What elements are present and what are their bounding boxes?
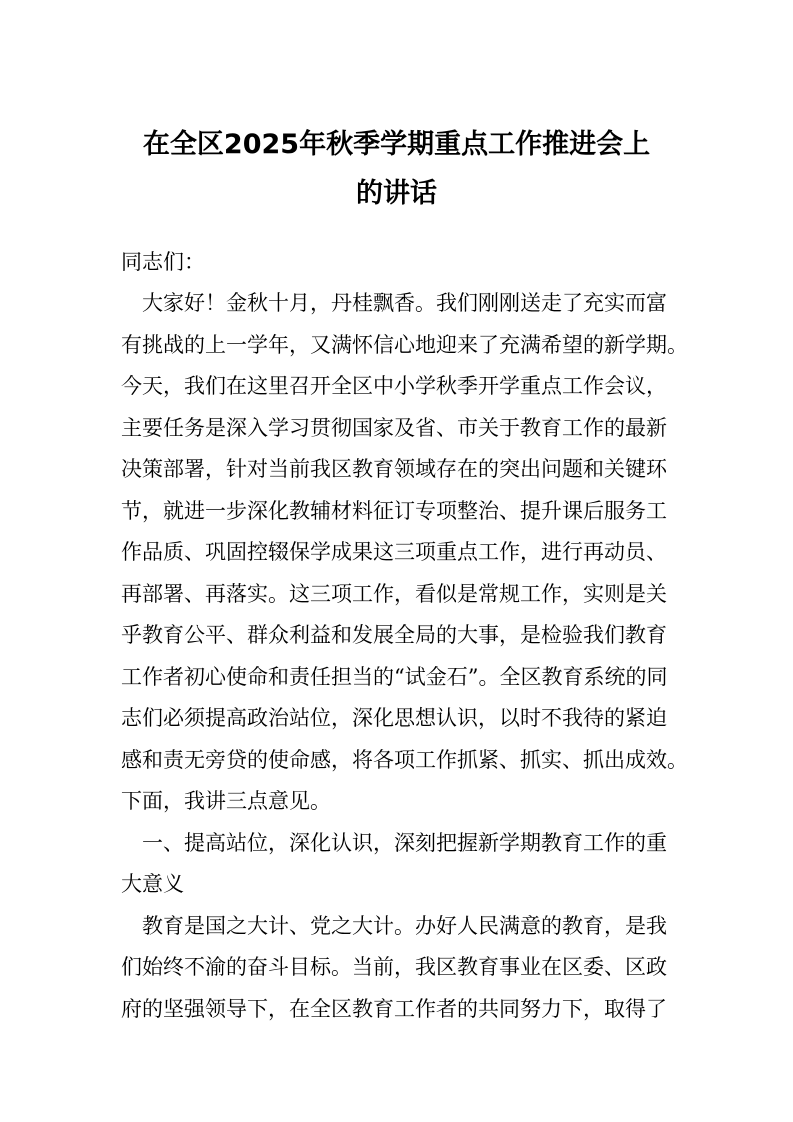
body-line: 决策部署，针对当前我区教育领域存在的突出问题和关键环	[121, 457, 667, 481]
body-line: 下面，我讲三点意见。	[121, 789, 331, 813]
body-line: 乎教育公平、群众利益和发展全局的大事，是检验我们教育	[121, 623, 667, 647]
body-line: 大家好！金秋十月，丹桂飘香。我们刚刚送走了充实而富	[142, 291, 667, 315]
body-line: 今天，我们在这里召开全区中小学秋季开学重点工作会议，	[121, 374, 667, 398]
body-line: 志们必须提高政治站位，深化思想认识，以时不我待的紧迫	[121, 706, 667, 730]
body-line: 作品质、巩固控辍保学成果这三项重点工作，进行再动员、	[121, 540, 667, 564]
body-line: 教育是国之大计、党之大计。办好人民满意的教育，是我	[142, 914, 667, 938]
body-line: 工作者初心使命和责任担当的“试金石”。全区教育系统的同	[121, 665, 668, 689]
body-line: 主要任务是深入学习贯彻国家及省、市关于教育工作的最新	[121, 416, 667, 440]
body-line: 有挑战的上一学年，又满怀信心地迎来了充满希望的新学期。	[121, 333, 688, 357]
body-line: 们始终不渝的奋斗目标。当前，我区教育事业在区委、区政	[121, 955, 667, 979]
section-heading-line: 一、提高站位，深化认识，深刻把握新学期教育工作的重	[142, 831, 667, 855]
body-line: 再部署、再落实。这三项工作，看似是常规工作，实则是关	[121, 582, 667, 606]
document-title-line-2: 的讲话	[356, 178, 437, 209]
body-line: 节，就进一步深化教辅材料征订专项整治、提升课后服务工	[121, 499, 667, 523]
body-line: 感和责无旁贷的使命感，将各项工作抓紧、抓实、抓出成效。	[121, 748, 688, 772]
section-heading-line: 大意义	[121, 872, 184, 896]
body-line: 府的坚强领导下，在全区教育工作者的共同努力下，取得了	[121, 997, 667, 1021]
salutation: 同志们：	[121, 250, 205, 274]
document-title-line-1: 在全区2025年秋季学期重点工作推进会上	[142, 129, 651, 160]
